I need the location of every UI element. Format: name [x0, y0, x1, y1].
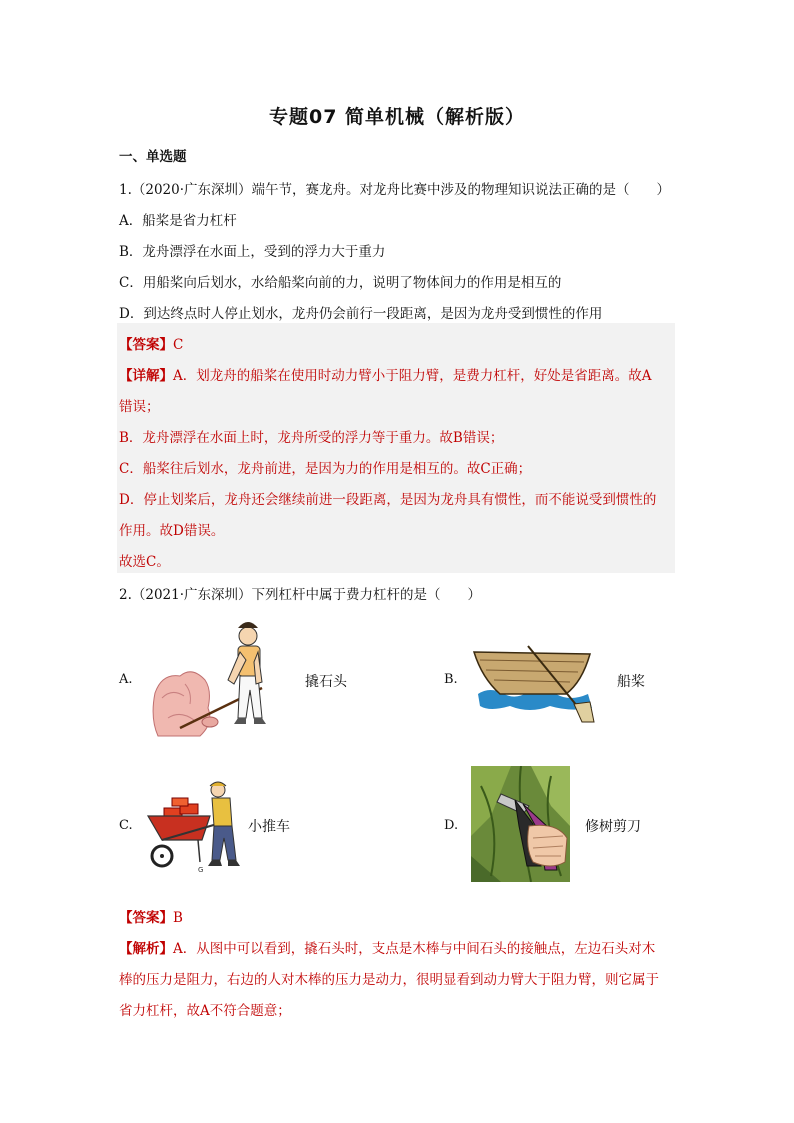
question-2-stem: 2.（2021·广东深圳）下列杠杆中属于费力杠杆的是（ ）: [119, 587, 482, 603]
question-1-option-d: D．到达终点时人停止划水，龙舟仍会前行一段距离，是因为龙舟受到惯性的作用: [119, 306, 603, 322]
question-1-option-c: C．用船桨向后划水，水给船桨向前的力，说明了物体间力的作用是相互的: [119, 275, 562, 291]
question-1-stem: 1.（2020·广东深圳）端午节，赛龙舟。对龙舟比赛中涉及的物理知识说法正确的是（ ）: [119, 182, 671, 198]
pry-rock-image: [150, 618, 285, 740]
analysis-line: A．从图中可以看到，撬石头时，支点是木棒与中间石头的接触点，左边石头对木: [173, 941, 656, 957]
boat-oar-image: [470, 642, 610, 724]
answer-tag: 【答案】: [119, 910, 173, 926]
detail-line: D．停止划桨后，龙舟还会继续前进一段距离，是因为龙舟具有惯性，而不能说受到惯性的: [119, 492, 657, 508]
option-d-caption: 修树剪刀: [585, 819, 641, 835]
analysis-tag: 【解析】: [119, 941, 173, 957]
wheelbarrow-image: [142, 778, 242, 876]
svg-text:G: G: [198, 866, 204, 874]
answer-value: C: [173, 337, 184, 353]
analysis-line: 省力杠杆，故A不符合题意；: [119, 1003, 291, 1019]
detail-line: 错误；: [119, 399, 160, 415]
question-2-analysis: [119, 937, 655, 957]
detail-line: A．划龙舟的船桨在使用时动力臂小于阻力臂，是费力杠杆，好处是省距离。故A: [173, 368, 652, 384]
option-a-caption: 撬石头: [305, 674, 347, 690]
detail-line: B．龙舟漂浮在水面上时，龙舟所受的浮力等于重力。故B错误；: [119, 430, 504, 446]
question-2-answer: [119, 906, 183, 926]
question-1-detail: [119, 364, 652, 384]
option-d-label: D.: [444, 818, 459, 833]
detail-line: 作用。故D错误。: [119, 523, 225, 539]
option-b-caption: 船桨: [617, 674, 645, 690]
answer-value: B: [173, 910, 183, 926]
answer-tag: 【答案】: [119, 337, 173, 353]
option-c-caption: 小推车: [248, 819, 290, 835]
question-1-option-b: B．龙舟漂浮在水面上，受到的浮力大于重力: [119, 244, 386, 260]
pruning-shears-image: [471, 766, 570, 882]
page-title: 专题07 简单机械（解析版）: [268, 106, 526, 128]
section-heading: 一、单选题: [119, 149, 187, 165]
detail-line: C．船桨往后划水，龙舟前进，是因为力的作用是相互的。故C正确；: [119, 461, 532, 477]
option-a-label: A.: [119, 672, 133, 687]
question-1-answer: [119, 333, 183, 353]
detail-line: 故选C。: [119, 554, 170, 570]
analysis-line: 棒的压力是阻力，右边的人对木棒的压力是动力，很明显看到动力臂大于阻力臂，则它属于: [119, 972, 659, 988]
detail-tag: 【详解】: [119, 368, 173, 384]
question-1-option-a: A．船桨是省力杠杆: [119, 213, 237, 229]
option-c-label: C.: [119, 818, 133, 833]
option-b-label: B.: [444, 672, 458, 687]
